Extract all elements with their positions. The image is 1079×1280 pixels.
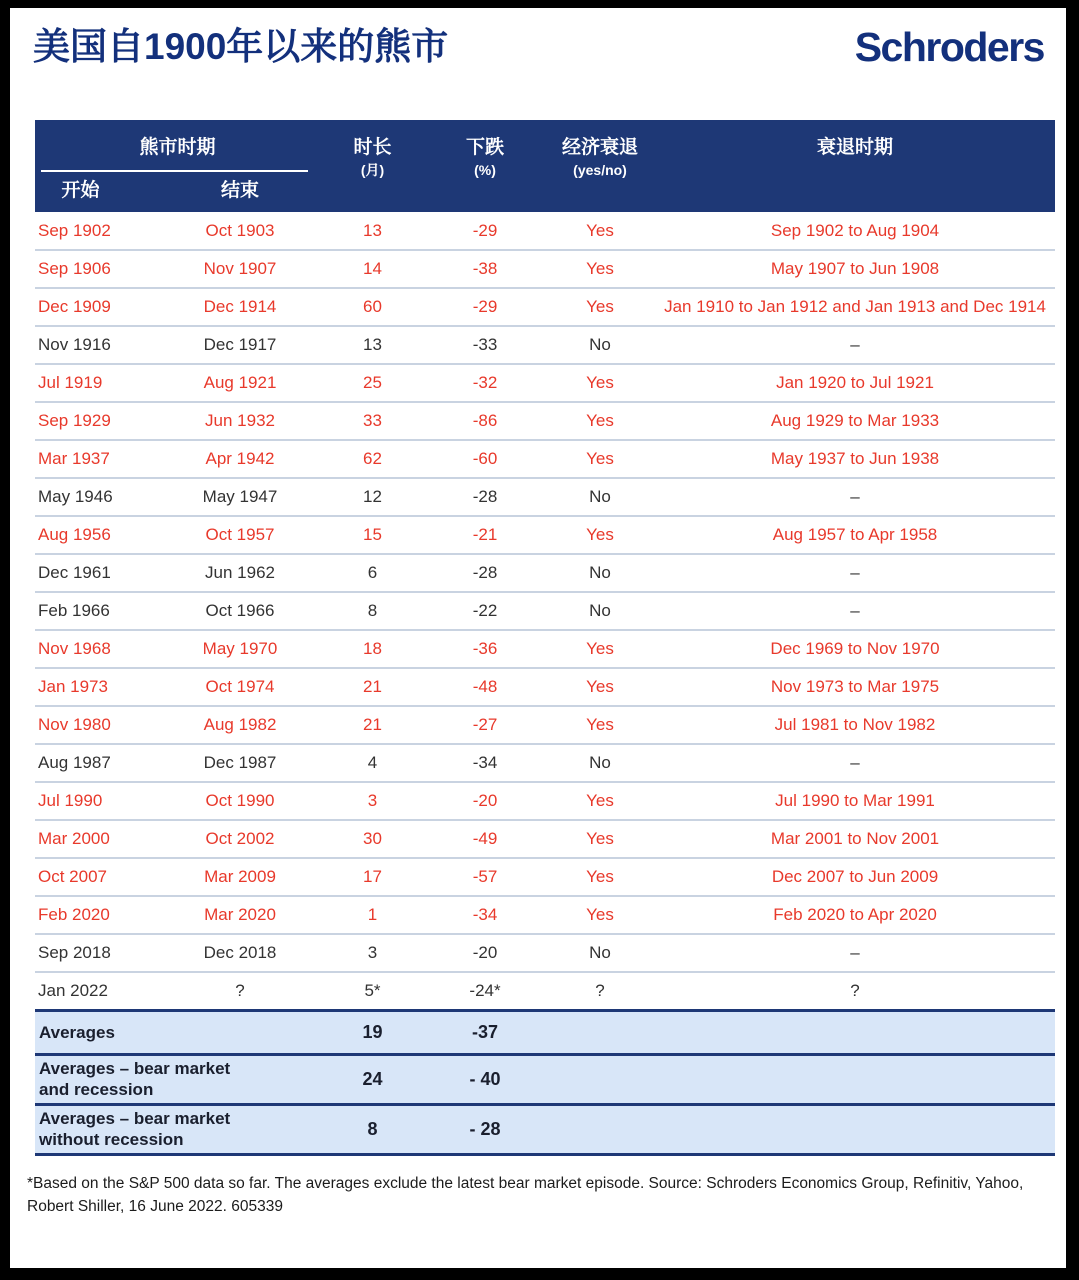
cell-start: Feb 2020 [35, 896, 160, 934]
bear-market-table-wrap [35, 120, 1055, 1156]
cell-start: Nov 1916 [35, 326, 160, 364]
cell-decline: -38 [425, 250, 545, 288]
table-row [35, 364, 1055, 402]
cell-recession: Yes [545, 858, 655, 896]
cell-period: – [655, 934, 1055, 972]
bear-market-table [35, 120, 1055, 1156]
cell-end: May 1970 [160, 630, 320, 668]
cell-months: 1 [320, 896, 425, 934]
cell-start: Jan 2022 [35, 972, 160, 1010]
table-body [35, 212, 1055, 1010]
summary-months: 19 [320, 1010, 425, 1054]
cell-period: – [655, 554, 1055, 592]
cell-start: Oct 2007 [35, 858, 160, 896]
cell-start: Mar 2000 [35, 820, 160, 858]
table-row [35, 402, 1055, 440]
cell-decline: -49 [425, 820, 545, 858]
cell-recession: Yes [545, 364, 655, 402]
cell-start: Feb 1966 [35, 592, 160, 630]
table-row [35, 516, 1055, 554]
cell-recession: No [545, 744, 655, 782]
cell-start: Jul 1990 [35, 782, 160, 820]
cell-start: Sep 2018 [35, 934, 160, 972]
cell-start: Mar 1937 [35, 440, 160, 478]
cell-period: Jul 1981 to Nov 1982 [655, 706, 1055, 744]
table-row [35, 592, 1055, 630]
cell-recession: Yes [545, 782, 655, 820]
cell-period: – [655, 326, 1055, 364]
cell-recession: No [545, 934, 655, 972]
summary-decline: - 40 [425, 1054, 545, 1104]
cell-start: Aug 1956 [35, 516, 160, 554]
cell-start: Jan 1973 [35, 668, 160, 706]
cell-start: Nov 1968 [35, 630, 160, 668]
cell-period: ? [655, 972, 1055, 1010]
cell-end: Dec 1917 [160, 326, 320, 364]
cell-decline: -28 [425, 554, 545, 592]
table-header [35, 120, 1055, 212]
cell-recession: Yes [545, 402, 655, 440]
cell-recession: No [545, 478, 655, 516]
cell-decline: -57 [425, 858, 545, 896]
summary-label: Averages – bear market without recession [35, 1104, 320, 1154]
cell-decline: -29 [425, 212, 545, 250]
header-bear-market-period-label: 熊市时期 [139, 137, 216, 158]
summary-row [35, 1054, 1055, 1104]
cell-decline: -34 [425, 744, 545, 782]
cell-recession: No [545, 326, 655, 364]
table-row [35, 706, 1055, 744]
cell-period: Aug 1957 to Apr 1958 [655, 516, 1055, 554]
cell-period: Nov 1973 to Mar 1975 [655, 668, 1055, 706]
cell-recession: Yes [545, 820, 655, 858]
cell-months: 25 [320, 364, 425, 402]
cell-end: Oct 2002 [160, 820, 320, 858]
cell-decline: -28 [425, 478, 545, 516]
cell-period: – [655, 592, 1055, 630]
cell-recession: Yes [545, 896, 655, 934]
header-recession-period: 衰退时期 [655, 120, 1055, 212]
cell-recession: Yes [545, 440, 655, 478]
cell-months: 62 [320, 440, 425, 478]
cell-start: Aug 1987 [35, 744, 160, 782]
cell-recession: Yes [545, 630, 655, 668]
table-row [35, 744, 1055, 782]
cell-months: 33 [320, 402, 425, 440]
cell-period: Sep 1902 to Aug 1904 [655, 212, 1055, 250]
summary-empty [545, 1104, 1055, 1154]
header-bear-market-period [35, 120, 320, 172]
cell-months: 60 [320, 288, 425, 326]
cell-start: May 1946 [35, 478, 160, 516]
cell-months: 12 [320, 478, 425, 516]
cell-end: Mar 2009 [160, 858, 320, 896]
cell-period: Jan 1910 to Jan 1912 and Jan 1913 and Dec 1914 [655, 288, 1055, 326]
cell-recession: Yes [545, 706, 655, 744]
cell-recession: Yes [545, 668, 655, 706]
cell-decline: -21 [425, 516, 545, 554]
cell-end: Oct 1903 [160, 212, 320, 250]
cell-recession: Yes [545, 516, 655, 554]
cell-decline: -20 [425, 782, 545, 820]
cell-months: 3 [320, 934, 425, 972]
cell-months: 8 [320, 592, 425, 630]
cell-decline: -32 [425, 364, 545, 402]
cell-decline: -60 [425, 440, 545, 478]
cell-period: May 1907 to Jun 1908 [655, 250, 1055, 288]
header-start: 开始 [35, 172, 160, 212]
cell-end: Dec 1987 [160, 744, 320, 782]
cell-months: 3 [320, 782, 425, 820]
summary-body [35, 1010, 1055, 1154]
cell-end: Dec 1914 [160, 288, 320, 326]
cell-period: Feb 2020 to Apr 2020 [655, 896, 1055, 934]
page [10, 8, 1066, 1268]
cell-months: 6 [320, 554, 425, 592]
cell-recession: ? [545, 972, 655, 1010]
cell-recession: No [545, 554, 655, 592]
cell-period: Jul 1990 to Mar 1991 [655, 782, 1055, 820]
cell-months: 18 [320, 630, 425, 668]
cell-end: Jun 1962 [160, 554, 320, 592]
cell-decline: -20 [425, 934, 545, 972]
cell-months: 14 [320, 250, 425, 288]
page-title: 美国自1900年以来的熊市 [33, 26, 449, 67]
cell-recession: Yes [545, 250, 655, 288]
cell-end: Dec 2018 [160, 934, 320, 972]
summary-label: Averages [35, 1010, 320, 1054]
cell-months: 4 [320, 744, 425, 782]
table-row [35, 250, 1055, 288]
cell-start: Nov 1980 [35, 706, 160, 744]
cell-months: 13 [320, 326, 425, 364]
cell-end: Aug 1921 [160, 364, 320, 402]
cell-start: Sep 1902 [35, 212, 160, 250]
cell-months: 5* [320, 972, 425, 1010]
cell-decline: -24* [425, 972, 545, 1010]
summary-decline: -37 [425, 1010, 545, 1054]
cell-decline: -29 [425, 288, 545, 326]
cell-period: Jan 1920 to Jul 1921 [655, 364, 1055, 402]
summary-months: 24 [320, 1054, 425, 1104]
cell-end: Oct 1957 [160, 516, 320, 554]
cell-decline: -22 [425, 592, 545, 630]
cell-start: Sep 1906 [35, 250, 160, 288]
summary-row [35, 1104, 1055, 1154]
summary-empty [545, 1054, 1055, 1104]
schroders-logo: Schroders [854, 24, 1044, 70]
summary-decline: - 28 [425, 1104, 545, 1154]
footnote: *Based on the S&P 500 data so far. The averages exclude the latest bear market episode. Source: Schroders Economics Group, Refinitiv, Yahoo, Robert Shiller, 16 June 2022. 605339 [27, 1174, 1024, 1215]
cell-start: Dec 1961 [35, 554, 160, 592]
cell-end: Aug 1982 [160, 706, 320, 744]
cell-period: Mar 2001 to Nov 2001 [655, 820, 1055, 858]
table-row [35, 896, 1055, 934]
cell-end: Oct 1966 [160, 592, 320, 630]
table-row [35, 934, 1055, 972]
summary-row [35, 1010, 1055, 1054]
cell-end: Oct 1990 [160, 782, 320, 820]
table-row [35, 972, 1055, 1010]
cell-decline: -33 [425, 326, 545, 364]
cell-months: 15 [320, 516, 425, 554]
summary-label: Averages – bear market and recession [35, 1054, 320, 1104]
cell-period: Aug 1929 to Mar 1933 [655, 402, 1055, 440]
cell-months: 21 [320, 706, 425, 744]
header-recession: 经济衰退 (yes/no) [545, 120, 655, 212]
cell-period: May 1937 to Jun 1938 [655, 440, 1055, 478]
table-row [35, 212, 1055, 250]
cell-end: Mar 2020 [160, 896, 320, 934]
cell-period: – [655, 744, 1055, 782]
header-bar [10, 8, 1066, 72]
cell-period: – [655, 478, 1055, 516]
cell-decline: -86 [425, 402, 545, 440]
cell-end: Jun 1932 [160, 402, 320, 440]
table-row [35, 478, 1055, 516]
table-row [35, 326, 1055, 364]
cell-recession: No [545, 592, 655, 630]
cell-period: Dec 2007 to Jun 2009 [655, 858, 1055, 896]
cell-end: Oct 1974 [160, 668, 320, 706]
cell-recession: Yes [545, 288, 655, 326]
cell-start: Sep 1929 [35, 402, 160, 440]
summary-months: 8 [320, 1104, 425, 1154]
cell-start: Dec 1909 [35, 288, 160, 326]
cell-months: 13 [320, 212, 425, 250]
summary-empty [545, 1010, 1055, 1054]
table-row [35, 288, 1055, 326]
cell-end: May 1947 [160, 478, 320, 516]
table-row [35, 820, 1055, 858]
cell-start: Jul 1919 [35, 364, 160, 402]
cell-months: 17 [320, 858, 425, 896]
table-row [35, 440, 1055, 478]
cell-period: Dec 1969 to Nov 1970 [655, 630, 1055, 668]
table-row [35, 858, 1055, 896]
cell-decline: -27 [425, 706, 545, 744]
header-decline: 下跌 (%) [425, 120, 545, 212]
header-end: 结束 [160, 172, 320, 212]
cell-decline: -36 [425, 630, 545, 668]
table-row [35, 554, 1055, 592]
cell-end: Nov 1907 [160, 250, 320, 288]
cell-end: ? [160, 972, 320, 1010]
cell-months: 30 [320, 820, 425, 858]
cell-months: 21 [320, 668, 425, 706]
cell-decline: -48 [425, 668, 545, 706]
table-row [35, 668, 1055, 706]
table-row [35, 782, 1055, 820]
cell-recession: Yes [545, 212, 655, 250]
header-duration: 时长 (月) [320, 120, 425, 212]
cell-decline: -34 [425, 896, 545, 934]
cell-end: Apr 1942 [160, 440, 320, 478]
table-row [35, 630, 1055, 668]
